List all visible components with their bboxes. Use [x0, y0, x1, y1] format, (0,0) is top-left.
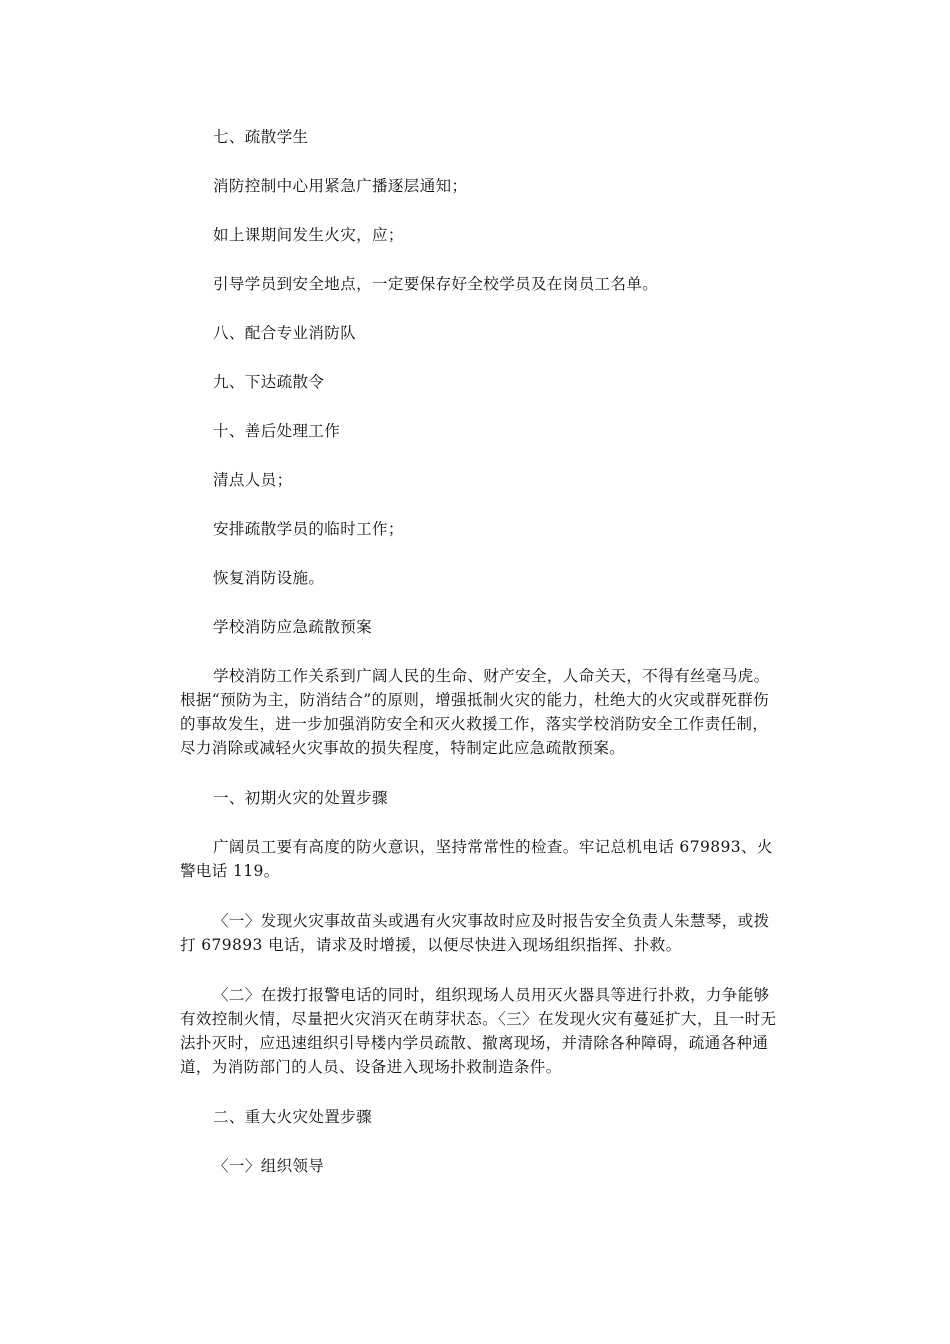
section-heading-7: 七、疏散学生 — [213, 128, 309, 146]
paragraph: 广阔员工要有高度的防火意识，坚持常常性的检查。牢记总机电话 679893、火警电话 119。 — [180, 838, 773, 880]
document-title: 学校消防应急疏散预案 — [213, 618, 373, 636]
document-body — [180, 125, 780, 1203]
paragraph: 引导学员到安全地点，一定要保存好全校学员及在岗员工名单。 — [213, 275, 659, 293]
paragraph: 消防控制中心用紧急广播逐层通知； — [213, 177, 468, 195]
section-heading-10: 十、善后处理工作 — [213, 422, 341, 440]
section-heading-8: 八、配合专业消防队 — [213, 324, 357, 342]
section-heading-9: 九、下达疏散令 — [213, 373, 325, 391]
paragraph: 清点人员； — [213, 471, 293, 489]
sub-heading: 〈一〉组织领导 — [213, 1157, 325, 1175]
paragraph: 恢复消防设施。 — [213, 569, 325, 587]
paragraph: 安排疏散学员的临时工作； — [213, 520, 404, 538]
paragraph: 学校消防工作关系到广阔人民的生命、财产安全，人命关天，不得有丝毫马虎。根据“预防为主，防消结合”的原则，增强抵制火灾的能力，杜绝大的火灾或群死群伤的事故发生，进一步加强消防安全和灭火救援工作，落实学校消防安全工作责任制，尽力消除或减轻火灾事故的损失程度，特制定此应急疏散预案。 — [180, 667, 770, 757]
paragraph: 〈二〉在拨打报警电话的同时，组织现场人员用灭火器具等进行扑救，力争能够有效控制火情，尽量把火灾消灭在萌芽状态。〈三〉在发现火灾有蔓延扩大，且一时无法扑灭时，应迅速组织引导楼内学员疏散、撤离现场，并清除各种障碍，疏通各种通道，为消防部门的人员、设备进入现场扑救制造条件。 — [180, 986, 777, 1076]
section-heading-1: 一、初期火灾的处置步骤 — [213, 789, 388, 807]
paragraph: 〈一〉发现火灾事故苗头或遇有火灾事故时应及时报告安全负责人朱慧琴，或拨打 679893 电话，请求及时增援，以便尽快进入现场组织指挥、扑救。 — [180, 912, 770, 954]
section-heading-2: 二、重大火灾处置步骤 — [213, 1108, 373, 1126]
paragraph: 如上课期间发生火灾，应； — [213, 226, 404, 244]
